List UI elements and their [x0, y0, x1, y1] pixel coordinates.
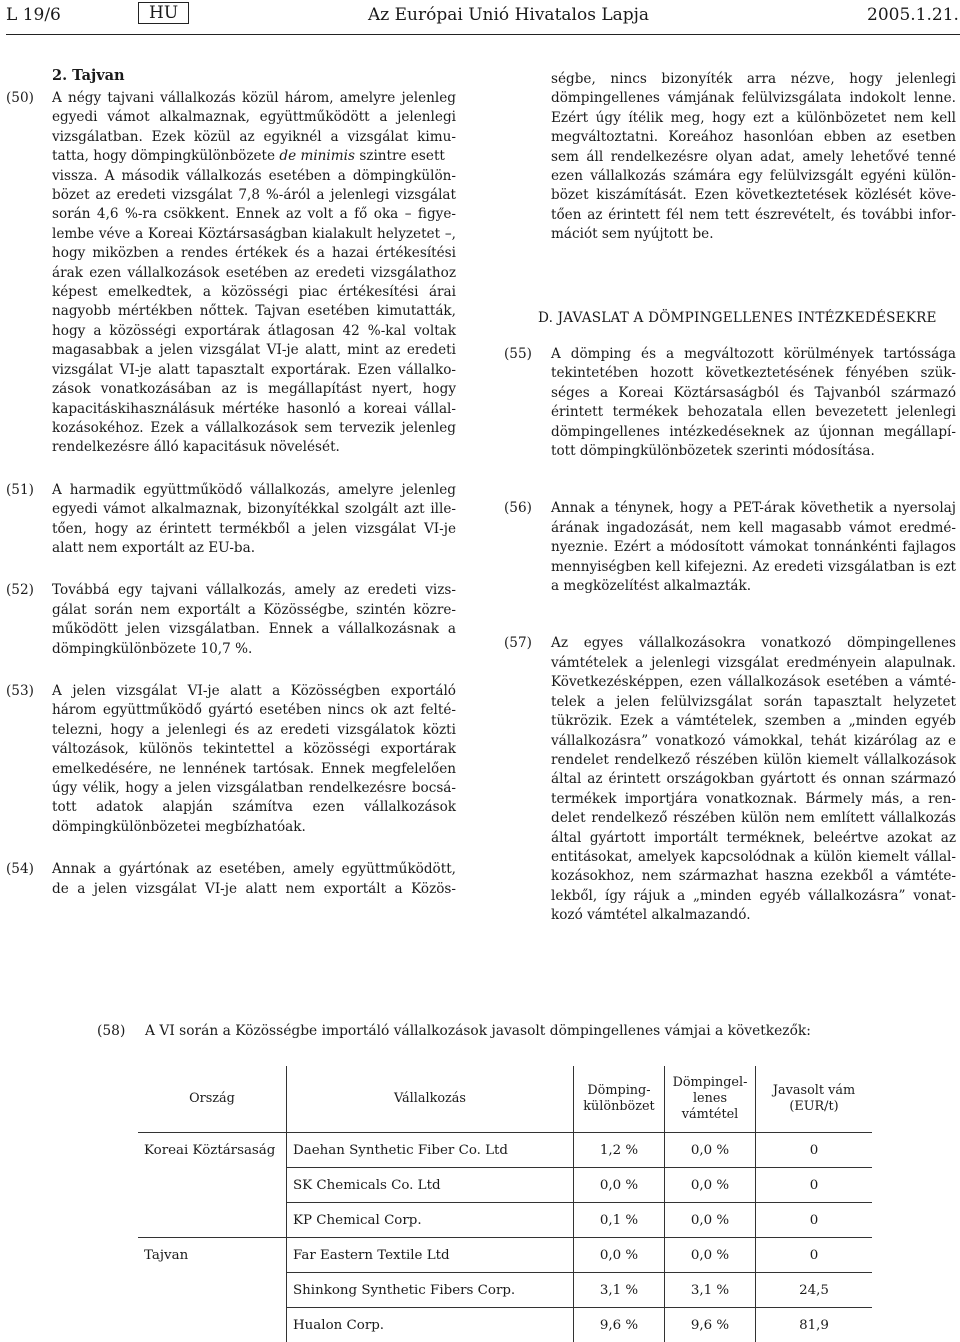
- paragraph-54-continued: [504, 70, 956, 245]
- country-cell: [138, 1203, 287, 1238]
- text-line: vizsgálat VI-je alatt tapasztalt exportárak. Ezen vállalko-: [52, 361, 456, 380]
- italic-term: de minimis: [279, 148, 355, 164]
- left-column: [6, 89, 456, 899]
- paragraph-text: [52, 481, 456, 559]
- text-line: ségbe, nincs bizonyíték arra nézve, hogy jelenlegi: [551, 70, 956, 89]
- text-line: nagyobb mértékben nőttek. Tajvan esetében kimutatták,: [52, 302, 456, 321]
- paragraph-number: (53): [6, 682, 34, 701]
- text-line: bözet az eredeti vizsgálat 7,8 %-áról a jelenlegi vizsgálat: [52, 186, 456, 205]
- text-line: által gyártott importált terméknek, beleértve azokat az: [551, 829, 956, 848]
- table-body: [138, 1133, 872, 1342]
- text-line: kozásokéhoz. Ezek a vállalkozások sem tervezik jelenleg: [52, 419, 456, 438]
- proposed-duty-cell: 24,5: [756, 1273, 873, 1308]
- text-line: változások, különös tekintettel a közösségi exportárak: [52, 740, 456, 759]
- header-text: lenes: [693, 1091, 727, 1106]
- table-row: [138, 1273, 872, 1308]
- paragraph-text: [52, 860, 456, 899]
- dumping-margin-cell: 1,2 %: [574, 1133, 665, 1168]
- text-line: entitásokat, amelyek kapcsolódnak a külön kiemelt vállal-: [551, 848, 956, 867]
- paragraph-53: [6, 682, 456, 837]
- text-line: bözet kiszámítását. Ezen következtetések közlését köve-: [551, 186, 956, 205]
- paragraph-52: [6, 581, 456, 659]
- text-line: emelkedésére, ne lennének tartósak. Ennek megfelelően: [52, 760, 456, 779]
- dumping-margin-cell: 9,6 %: [574, 1308, 665, 1342]
- text-line: egyedi vámot alkalmaznak, együttműködött a jelenlegi: [52, 108, 456, 127]
- text-line: dömpingkülönbözetei megbízhatóak.: [52, 818, 456, 837]
- dumping-margin-cell: 0,0 %: [574, 1238, 665, 1273]
- paragraph-number: (56): [504, 499, 532, 518]
- right-column: [504, 70, 956, 245]
- paragraph-57: [504, 634, 956, 925]
- duty-rate-cell: 0,0 %: [665, 1238, 756, 1273]
- duty-rate-cell: 0,0 %: [665, 1203, 756, 1238]
- text-line: A négy tajvani vállalkozás közül három, amelyre jelenleg: [52, 89, 456, 108]
- text-line: nyeznie. Ezért a módosított vámokat tonnánkénti fajlagos: [551, 538, 956, 557]
- section-d-heading: D. JAVASLAT A DÖMPINGELLENES INTÉZKEDÉSEKRE: [538, 310, 937, 326]
- header-text: Javasolt vám: [773, 1083, 855, 1098]
- page-header: [0, 0, 960, 30]
- text-line: lembe véve a Koreai Köztársaságban kialakult helyzetet –,: [52, 225, 456, 244]
- table-row: [138, 1133, 872, 1168]
- text-line: érintett termékek behozatala ellen bevezetett jelenlegi: [551, 403, 956, 422]
- paragraph-56: [504, 499, 956, 596]
- header-company: [287, 1066, 574, 1133]
- text-line: A harmadik együttműködő vállalkozás, amelyre jelenleg: [52, 481, 456, 500]
- text-line: képest emelkedtek, a közösségi piac értékesítési árai: [52, 283, 456, 302]
- paragraph-text: [52, 581, 456, 659]
- text-line: tekintetében hozott következtetésének fényében szük-: [551, 364, 956, 383]
- country-cell: [138, 1168, 287, 1203]
- duty-rate-cell: 9,6 %: [665, 1308, 756, 1342]
- dumping-margin-cell: 3,1 %: [574, 1273, 665, 1308]
- text-line: Annak a gyártónak az esetében, amely együttműködött,: [52, 860, 456, 879]
- company-cell: Hualon Corp.: [287, 1308, 574, 1342]
- paragraph-54: [6, 860, 456, 899]
- text-line: alatt nem exportált az EU-ba.: [52, 539, 456, 558]
- text-line: működött jelen vizsgálatban. Ennek a vállalkozásnak a: [52, 620, 456, 639]
- text-segment: tatta, hogy dömpingkülönbözete: [52, 148, 279, 164]
- text-line: tően az érintett fél nem tett észrevételt, és további infor-: [551, 206, 956, 225]
- paragraph-number: (55): [504, 345, 532, 364]
- paragraph-number: (58): [97, 1022, 125, 1041]
- header-dumping-margin: [574, 1066, 665, 1133]
- table-row: [138, 1168, 872, 1203]
- paragraph-text: [551, 345, 956, 461]
- paragraph-text: A VI során a Közösségbe importáló vállalkozások javasolt dömpingellenes vámjai a következők:: [145, 1022, 811, 1041]
- header-text: vámtétel: [682, 1107, 739, 1122]
- duty-rate-cell: 3,1 %: [665, 1273, 756, 1308]
- text-line: ezen vállalkozás számára egy felülvizsgált egyéni külön-: [551, 167, 956, 186]
- text-line: dömpingellenes vámjának felülvizsgálata indokolt lenne.: [551, 89, 956, 108]
- header-text: Vállalkozás: [394, 1091, 466, 1106]
- table-row: [138, 1308, 872, 1342]
- text-line: három együttműködő gyártó esetében nincs ok azt felté-: [52, 701, 456, 720]
- text-line: dömpingkülönbözete 10,7 %.: [52, 640, 456, 659]
- text-line: vállalkozásra” vonatkozó vámokkal, tehát kizárólag az e: [551, 732, 956, 751]
- proposed-duty-cell: 0: [756, 1133, 873, 1168]
- dumping-margin-cell: 0,0 %: [574, 1168, 665, 1203]
- paragraph-text: [52, 682, 456, 837]
- paragraph-55: [504, 345, 956, 461]
- text-line: termékek importjára vonatkoznak. Bármely más, a ren-: [551, 790, 956, 809]
- company-cell: Daehan Synthetic Fiber Co. Ltd: [287, 1133, 574, 1168]
- text-line: során 4,6 %-ra csökkent. Ennek az volt a fő oka – figye-: [52, 205, 456, 224]
- duty-table: [138, 1066, 872, 1342]
- text-line: Az egyes vállalkozásokra vonatkozó dömpingellenes: [551, 634, 956, 653]
- paragraph-51: [6, 481, 456, 559]
- duty-rate-cell: 0,0 %: [665, 1133, 756, 1168]
- text-line: egyedi vámot alkalmaznak, bizonyítékkal szolgált azt ille-: [52, 500, 456, 519]
- text-line: vissza. A második vállalkozás esetében a dömpingkülön-: [52, 167, 456, 186]
- text-line: tott dömpingkülönbözetek szerinti módosítása.: [551, 442, 956, 461]
- paragraph-text: [551, 499, 956, 596]
- text-line: vizsgálatban. Ezek közül az egyiknél a vizsgálat kimu-: [52, 128, 456, 147]
- text-line: által az érintett országokban gyártott és onnan származó: [551, 770, 956, 789]
- text-line: hogy a közösségi exportárak átlagosan 42 %-kal voltak: [52, 322, 456, 341]
- text-line: árának ingadozását, nem kell magasabb vámot eredmé-: [551, 519, 956, 538]
- text-line: zások vonatkozásában az is megállapítást nyert, hogy: [52, 380, 456, 399]
- text-line: de a jelen vizsgálat VI-je alatt nem exportált a Közös-: [52, 880, 456, 899]
- text-segment: szintre esett: [355, 148, 445, 164]
- text-line: delet rendelkező részében külön nem említett vállalkozás: [551, 809, 956, 828]
- header-rule: [6, 34, 960, 35]
- text-line: Továbbá egy tajvani vállalkozás, amely az eredeti vizs-: [52, 581, 456, 600]
- text-line: Következésképpen, ezen vállalkozások esetében a vámté-: [551, 673, 956, 692]
- paragraph-text: [551, 70, 956, 245]
- section-title: 2. Tajvan: [52, 67, 125, 84]
- journal-title: Az Európai Unió Hivatalos Lapja: [368, 5, 649, 25]
- company-cell: SK Chemicals Co. Ltd: [287, 1168, 574, 1203]
- text-line: lekből, így rájuk a „minden egyéb vállalkozásra” vonat-: [551, 887, 956, 906]
- duty-rate-cell: 0,0 %: [665, 1168, 756, 1203]
- text-line: magasabbak a jelen vizsgálat VI-je alatt, mint az eredeti: [52, 341, 456, 360]
- proposed-duty-cell: 0: [756, 1168, 873, 1203]
- proposed-duty-cell: 0: [756, 1238, 873, 1273]
- header-text: (EUR/t): [789, 1099, 838, 1114]
- country-cell: [138, 1273, 287, 1308]
- paragraph-number: (57): [504, 634, 532, 653]
- header-duty-rate: [665, 1066, 756, 1133]
- page-reference: L 19/6: [6, 5, 61, 25]
- text-line: Annak a ténynek, hogy a PET-árak követhetik a nyersolaj: [551, 499, 956, 518]
- paragraph-number: (52): [6, 581, 34, 600]
- paragraph-text: [52, 89, 456, 458]
- text-line: kozó vámtétel alkalmazandó.: [551, 906, 956, 925]
- dumping-margin-cell: 0,1 %: [574, 1203, 665, 1238]
- country-cell: Tajvan: [138, 1238, 287, 1273]
- paragraph-number: (50): [6, 89, 34, 108]
- text-line: Ezért úgy ítélik meg, hogy ezt a különbözetet nem kell: [551, 109, 956, 128]
- header-text: Dömpingel-: [673, 1075, 748, 1090]
- text-line: séges a Koreai Köztársaságból és Tajvanból származó: [551, 384, 956, 403]
- text-line: telek a jelen felülvizsgálat során tapasztalt helyzetet: [551, 693, 956, 712]
- text-line: tükrözik. Ezek a vámtételek, szemben a „minden egyéb: [551, 712, 956, 731]
- proposed-duty-cell: 0: [756, 1203, 873, 1238]
- company-cell: KP Chemical Corp.: [287, 1203, 574, 1238]
- header-text: Ország: [189, 1091, 235, 1106]
- paragraph-50: [6, 89, 456, 458]
- text-line: rendelet rendelkező részében külön kiemelt vállalkozások: [551, 751, 956, 770]
- company-cell: Shinkong Synthetic Fibers Corp.: [287, 1273, 574, 1308]
- text-line: A jelen vizsgálat VI-je alatt a Közösségben exportáló: [52, 682, 456, 701]
- text-line: mációt sem nyújtott be.: [551, 225, 956, 244]
- text-line: dömpingellenes intézkedéseknek az újonnan megállapí-: [551, 423, 956, 442]
- text-line: vámtételek a jelenlegi vizsgálat eredményein alapulnak.: [551, 654, 956, 673]
- company-cell: Far Eastern Textile Ltd: [287, 1238, 574, 1273]
- text-line: a megközelítést alkalmazták.: [551, 577, 956, 596]
- text-line: tott adatok alapján számítva ezen vállalkozások: [52, 798, 456, 817]
- text-line: úgy vélik, hogy a jelen vizsgálatban rendelkezésre bocsá-: [52, 779, 456, 798]
- header-proposed-duty: [756, 1066, 873, 1133]
- text-line: mennyiségben kell kifejezni. Az eredeti vizsgálatban is ezt: [551, 558, 956, 577]
- text-line: gálat során nem exportált a Közösségbe, szintén közre-: [52, 601, 456, 620]
- header-text: Dömping-: [587, 1083, 650, 1098]
- text-line: A dömping és a megváltozott körülmények tartóssága: [551, 345, 956, 364]
- text-line: [52, 147, 456, 166]
- header-country: [138, 1066, 287, 1133]
- text-line: árak ezen vállalkozások esetében az eredeti vizsgálathoz: [52, 264, 456, 283]
- paragraph-number: (51): [6, 481, 34, 500]
- text-line: sem áll rendelkezésre olyan adat, amely lehetővé tenné: [551, 148, 956, 167]
- text-line: rendelkezésre álló kapacitásuk növelését.: [52, 438, 456, 457]
- text-line: telezni, hogy a jelenlegi és az eredeti vizsgálatok közti: [52, 721, 456, 740]
- right-column-lower: [504, 345, 956, 926]
- text-line: kozásokhoz, nem származhat haszna ezekből a vámtéte-: [551, 867, 956, 886]
- proposed-duty-cell: 81,9: [756, 1308, 873, 1342]
- text-line: kapacitáskihasználásuk mértéke hasonló a koreai vállal-: [52, 400, 456, 419]
- country-cell: [138, 1308, 287, 1342]
- text-line: megváltoztatni. Koreához hasonlóan ebben az esetben: [551, 128, 956, 147]
- table-row: [138, 1203, 872, 1238]
- paragraph-number: (54): [6, 860, 34, 879]
- paragraph-text: [551, 634, 956, 925]
- text-line: hogy miközben a rendes értékek és a hazai értékesítési: [52, 244, 456, 263]
- table-row: [138, 1238, 872, 1273]
- text-line: tően, hogy az érintett termékből a jelen vizsgálat VI-je: [52, 520, 456, 539]
- country-cell: Koreai Köztársaság: [138, 1133, 287, 1168]
- table-header-row: [138, 1066, 872, 1133]
- header-text: különbözet: [583, 1099, 654, 1114]
- language-badge: HU: [138, 2, 189, 24]
- publication-date: 2005.1.21.: [867, 5, 959, 25]
